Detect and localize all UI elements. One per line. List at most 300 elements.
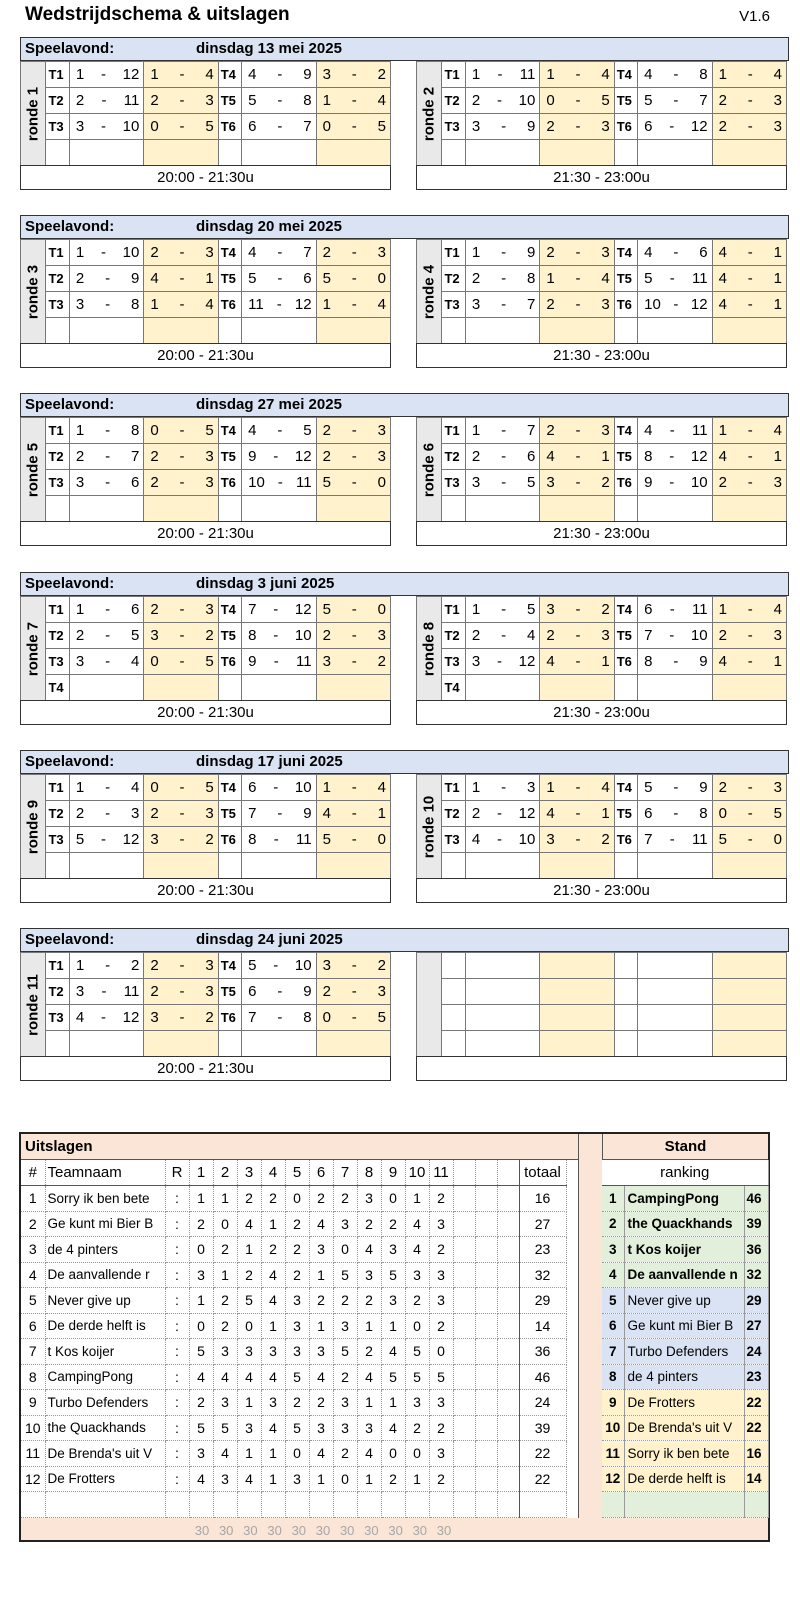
match-pairing [242,979,316,1005]
match-score[interactable] [712,597,786,623]
match-score[interactable] [144,649,218,675]
away-team-number: 11 [295,653,312,670]
match-score[interactable] [540,418,614,444]
ranking-score: 23 [744,1364,768,1390]
match-score[interactable] [712,853,786,879]
away-score: 3 [377,627,386,644]
match-score[interactable] [144,496,218,522]
away-team-number: 12 [690,448,708,465]
home-score: 4 [718,653,727,670]
match-score[interactable] [316,62,390,88]
match-score[interactable] [540,140,614,166]
match-score[interactable] [712,979,786,1005]
table-number [614,853,637,879]
table-number [442,953,465,979]
match-score[interactable] [540,292,614,318]
score-values [719,270,782,287]
match-score[interactable] [540,979,614,1005]
match-score[interactable] [144,140,218,166]
match-pairing [69,775,143,801]
score-values [719,831,782,848]
match-pairing [69,801,143,827]
away-score: 3 [377,422,386,439]
match-score[interactable] [540,114,614,140]
team-total: 32 [519,1262,566,1288]
away-score: 4 [773,601,782,618]
match-score[interactable] [540,953,614,979]
away-score: 5 [773,805,782,822]
session-header [20,572,789,596]
table-number: T6 [218,292,241,318]
match-score[interactable] [144,318,218,344]
pairing-values [644,831,707,848]
home-team-number: 3 [471,118,481,135]
match-score[interactable] [316,444,390,470]
match-score[interactable] [712,1005,786,1031]
round-score: 3 [237,1415,261,1441]
round-score: 3 [261,1390,285,1416]
home-score: 1 [718,422,727,439]
score-dash: - [747,422,753,439]
match-score[interactable] [316,649,390,675]
table-number [614,140,637,166]
match-score[interactable] [540,240,614,266]
home-team-number: 4 [75,1009,85,1026]
match-score[interactable] [540,649,614,675]
ranking-row [602,1186,768,1212]
round-score: 4 [237,1466,261,1492]
match-score[interactable] [144,953,218,979]
time-slot: 20:00 - 21:30u [20,165,391,190]
ranking-score: 24 [744,1339,768,1365]
match-pairing [69,418,143,444]
round-label-text: ronde 7 [24,621,42,676]
match-score[interactable] [540,496,614,522]
home-team-number: 1 [75,779,85,796]
pairing-values [76,422,139,439]
ranking-position: 5 [602,1288,624,1314]
away-team-number: 9 [699,653,708,670]
match-score[interactable] [540,62,614,88]
match-score[interactable] [144,979,218,1005]
match-row [417,597,787,623]
pairing-dash: - [105,957,111,974]
empty-cell [453,1415,475,1441]
ranking-team-name: t Kos koijer [624,1237,744,1263]
team-total: 27 [519,1211,566,1237]
home-score: 1 [150,296,159,313]
home-team-number: 6 [248,118,257,135]
score-values [150,422,213,439]
pairing-dash: - [496,92,502,109]
ranking-score: 29 [744,1288,768,1314]
team-total: 29 [519,1288,566,1314]
pairing-dash: - [100,831,106,848]
match-score[interactable] [316,418,390,444]
score-dash: - [179,653,185,670]
score-dash: - [747,66,753,83]
score-values [323,66,386,83]
round-score: 2 [237,1186,261,1212]
match-pairing [638,649,712,675]
home-score: 0 [150,118,159,135]
pairing-values [248,66,311,83]
round-block [20,417,391,549]
match-score[interactable] [316,114,390,140]
match-score[interactable] [144,444,218,470]
empty-cell [453,1262,475,1288]
score-dash: - [747,601,753,618]
match-score[interactable] [540,623,614,649]
score-dash: - [351,627,357,644]
match-score[interactable] [540,827,614,853]
match-score[interactable] [540,675,614,701]
away-team-number: 12 [690,296,708,313]
pairing-values [472,118,535,135]
match-score[interactable] [144,114,218,140]
team-name: De aanvallende r [45,1262,165,1288]
score-dash: - [575,422,581,439]
ranking-team-name: De Frotters [624,1390,744,1416]
table-number [218,1031,241,1057]
home-score: 3 [150,1009,159,1026]
round-label [21,240,46,344]
table-number [46,853,69,879]
round-score: 5 [429,1364,453,1390]
match-score[interactable] [144,88,218,114]
away-score: 1 [773,653,782,670]
pairing-values [472,296,535,313]
match-score[interactable] [540,318,614,344]
empty-cell [475,1262,497,1288]
match-row [417,649,787,675]
match-row [417,1005,787,1031]
match-score[interactable] [712,649,786,675]
table-number: T5 [614,88,637,114]
match-score[interactable] [144,801,218,827]
match-score[interactable] [144,62,218,88]
empty-cell [309,1492,333,1518]
match-score[interactable] [316,1005,390,1031]
pairing-dash: - [273,653,279,670]
match-score[interactable] [540,597,614,623]
match-score[interactable] [316,88,390,114]
score-values [150,983,213,1000]
results-column-header: 4 [261,1160,285,1186]
score-values [719,422,782,439]
pairing-values [472,627,535,644]
empty-cell [497,1390,519,1416]
match-score[interactable] [712,418,786,444]
round-score: 3 [213,1466,237,1492]
match-score[interactable] [712,623,786,649]
match-score[interactable] [712,801,786,827]
separator: : [165,1415,189,1441]
pairing-dash: - [105,627,111,644]
match-score[interactable] [316,801,390,827]
team-name: the Quackhands [45,1415,165,1441]
round-score: 5 [381,1364,405,1390]
session-date: dinsdag 24 juni 2025 [196,931,343,948]
home-score: 4 [150,270,159,287]
match-pairing [242,1005,316,1031]
match-score[interactable] [316,240,390,266]
away-team-number: 10 [122,118,140,135]
score-dash: - [575,270,581,287]
match-score[interactable] [712,114,786,140]
home-score: 0 [150,779,159,796]
match-score[interactable] [316,775,390,801]
round-score: 3 [309,1339,333,1365]
match-score[interactable] [144,418,218,444]
score-values [150,601,213,618]
round-score: 3 [357,1415,381,1441]
home-team-number: 3 [75,296,85,313]
match-score[interactable] [144,597,218,623]
round-total: 30 [388,1523,403,1538]
team-name: de 4 pinters [45,1237,165,1263]
match-pairing [638,1031,712,1057]
match-score[interactable] [144,470,218,496]
team-total: 23 [519,1237,566,1263]
match-score[interactable] [316,853,390,879]
match-score[interactable] [712,140,786,166]
home-score: 3 [546,831,555,848]
home-team-number: 5 [644,270,653,287]
match-score[interactable] [144,1031,218,1057]
round-table [416,61,787,166]
match-row [21,444,391,470]
match-score[interactable] [712,827,786,853]
score-values [323,296,386,313]
match-score[interactable] [540,266,614,292]
match-pairing [638,470,712,496]
score-values [546,474,609,491]
pairing-values [248,296,311,313]
match-score[interactable] [540,470,614,496]
score-values [323,779,386,796]
match-row [417,62,787,88]
match-pairing [465,649,539,675]
match-pairing [69,827,143,853]
round-score: 2 [357,1339,381,1365]
home-team-number: 4 [644,422,653,439]
results-column-header [497,1160,519,1186]
match-score[interactable] [712,240,786,266]
team-name: Never give up [45,1288,165,1314]
away-score: 0 [377,270,386,287]
results-column-header: 9 [381,1160,405,1186]
score-dash: - [351,1009,357,1026]
empty-cell [45,1492,165,1518]
away-team-number: 12 [294,448,312,465]
round-label [21,62,46,166]
round-score: 4 [405,1211,429,1237]
round-score: 4 [357,1237,381,1263]
match-score[interactable] [316,496,390,522]
team-number: 8 [21,1364,45,1390]
table-number: T1 [46,953,69,979]
match-score[interactable] [540,444,614,470]
table-number: T5 [614,444,637,470]
stand-title: Stand [602,1134,768,1160]
match-score[interactable] [144,853,218,879]
match-pairing [465,62,539,88]
table-number: T5 [218,444,241,470]
match-score[interactable] [712,292,786,318]
match-score[interactable] [144,292,218,318]
match-score[interactable] [316,266,390,292]
away-team-number: 11 [691,601,708,618]
round-score: 2 [429,1237,453,1263]
results-column-header: 6 [309,1160,333,1186]
score-dash: - [575,831,581,848]
match-pairing [638,979,712,1005]
away-team-number: 8 [526,270,536,287]
away-score: 3 [773,118,782,135]
match-score[interactable] [712,953,786,979]
away-team-number: 11 [691,422,708,439]
match-score[interactable] [540,801,614,827]
match-score[interactable] [316,623,390,649]
table-number [46,496,69,522]
score-values [150,448,213,465]
table-number: T6 [614,114,637,140]
match-score[interactable] [144,827,218,853]
home-team-number: 2 [471,805,481,822]
team-row [21,1390,566,1416]
match-score[interactable] [712,1031,786,1057]
table-number: T4 [46,675,69,701]
match-pairing [638,418,712,444]
score-dash: - [351,244,357,261]
table-number: T3 [46,827,69,853]
round-label [417,62,442,166]
match-score[interactable] [712,318,786,344]
pairing-dash: - [501,118,507,135]
score-dash: - [351,448,357,465]
team-name: Sorry ik ben bete [45,1186,165,1212]
match-score[interactable] [144,775,218,801]
match-pairing [465,114,539,140]
score-dash: - [179,831,185,848]
home-score: 4 [322,805,331,822]
pairing-values [644,601,707,618]
session-date: dinsdag 20 mei 2025 [196,218,342,235]
match-score[interactable] [712,444,786,470]
table-number: T1 [46,597,69,623]
away-team-number: 2 [130,957,140,974]
ranking-position: 4 [602,1262,624,1288]
round-score: 3 [405,1390,429,1416]
match-score[interactable] [540,775,614,801]
ranking-position: 2 [602,1211,624,1237]
time-slot [416,1056,787,1081]
pairing-values [472,270,535,287]
match-score[interactable] [712,470,786,496]
score-values [719,474,782,491]
round-score: 3 [429,1211,453,1237]
match-score[interactable] [316,470,390,496]
match-score[interactable] [316,597,390,623]
match-score[interactable] [316,292,390,318]
match-score[interactable] [316,953,390,979]
match-score[interactable] [540,853,614,879]
results-column-header: 3 [237,1160,261,1186]
round-score: 5 [381,1262,405,1288]
match-score[interactable] [316,675,390,701]
match-score[interactable] [144,623,218,649]
away-score: 2 [205,1009,214,1026]
round-score: 0 [381,1441,405,1467]
match-score[interactable] [144,1005,218,1031]
match-score[interactable] [144,675,218,701]
round-score: 2 [429,1415,453,1441]
match-score[interactable] [540,1005,614,1031]
score-dash: - [575,627,581,644]
match-score[interactable] [712,266,786,292]
ranking-row [602,1390,768,1416]
match-score[interactable] [540,88,614,114]
pairing-values [248,92,311,109]
away-score: 3 [773,627,782,644]
match-score[interactable] [144,266,218,292]
ranking-team-name: de 4 pinters [624,1364,744,1390]
time-slot: 20:00 - 21:30u [20,878,391,903]
match-pairing [465,597,539,623]
score-values [150,66,213,83]
match-pairing [638,140,712,166]
match-row [21,140,391,166]
match-score[interactable] [712,88,786,114]
empty-cell [497,1237,519,1263]
match-score[interactable] [144,240,218,266]
match-score[interactable] [712,496,786,522]
match-score[interactable] [712,675,786,701]
score-dash: - [179,66,185,83]
results-header-strip [21,1134,578,1160]
match-score[interactable] [712,62,786,88]
home-team-number: 5 [644,779,653,796]
match-score[interactable] [540,1031,614,1057]
match-score[interactable] [316,1031,390,1057]
team-name: t Kos koijer [45,1339,165,1365]
round-score: 4 [213,1364,237,1390]
home-score: 4 [718,244,727,261]
match-score[interactable] [712,775,786,801]
table-number: T1 [46,240,69,266]
score-values [546,92,609,109]
away-team-number: 11 [295,474,312,491]
match-row [417,114,787,140]
match-score[interactable] [316,140,390,166]
home-score: 2 [718,92,727,109]
pairing-values [76,270,139,287]
match-score[interactable] [316,827,390,853]
round-block [20,239,391,371]
match-score[interactable] [316,318,390,344]
table-number: T3 [46,114,69,140]
match-pairing [465,853,539,879]
ranking-row [602,1466,768,1492]
match-score[interactable] [316,979,390,1005]
match-pairing [242,496,316,522]
score-values [546,831,609,848]
match-pairing [242,470,316,496]
score-values [323,653,386,670]
separator: : [165,1211,189,1237]
table-number: T2 [46,88,69,114]
